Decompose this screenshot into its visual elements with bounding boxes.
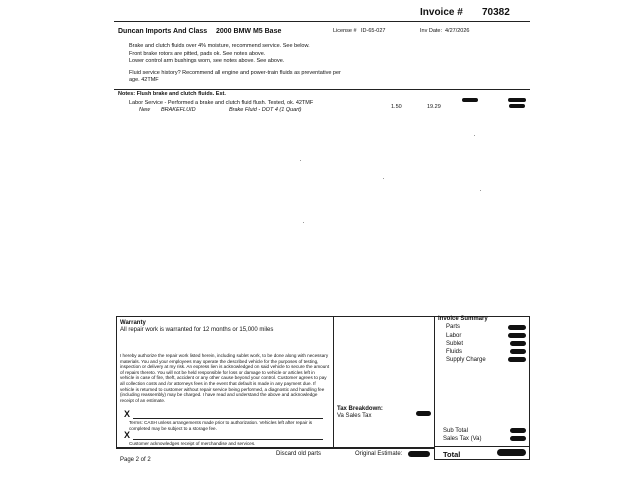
invoice-number: 70382 xyxy=(482,7,510,18)
part-description: Brake Fluid - DOT 4 (1 Quart) xyxy=(229,107,302,113)
job-title: Notes: Flush brake and clutch fluids. Est. xyxy=(118,91,226,97)
header-rule xyxy=(114,21,530,22)
summary-item: Sublet xyxy=(446,341,464,347)
job-rule xyxy=(114,89,530,90)
vehicle-name: 2000 BMW M5 Base xyxy=(216,28,282,35)
inv-date-label: Inv Date: xyxy=(420,28,443,34)
tax-box xyxy=(333,316,435,448)
signature-x-mark: X xyxy=(124,409,131,419)
redaction-mark xyxy=(462,98,478,102)
license-value: ID-65-027 xyxy=(361,28,386,34)
sales-tax-label: Sales Tax (Va) xyxy=(443,436,482,442)
discard-old-parts: Discard old parts xyxy=(276,451,322,457)
redaction-mark xyxy=(510,341,526,346)
summary-item: Supply Charge xyxy=(446,357,486,363)
redaction-mark xyxy=(508,98,526,102)
note-line: Brake and clutch fluids over 4% moisture, recommend service. See below. xyxy=(129,43,310,49)
summary-item: Fluids xyxy=(446,349,463,355)
scan-dot xyxy=(474,135,475,136)
note-line: Front brake rotors are pitted, pads ok. See notes above. xyxy=(129,51,266,57)
labor-line: Labor Service - Performed a brake and clutch fluid flush. Tested, ok. 42TMF xyxy=(129,100,314,106)
scan-dot xyxy=(383,178,384,179)
tax-title: Tax Breakdown: xyxy=(337,406,383,412)
redaction-mark xyxy=(508,325,526,330)
redaction-mark xyxy=(510,436,526,441)
signature-line[interactable] xyxy=(133,418,323,419)
redaction-mark xyxy=(509,104,525,108)
part-status: New xyxy=(139,107,151,113)
redaction-mark xyxy=(416,411,431,416)
scan-dot xyxy=(480,190,481,191)
authorization-text: I hereby authorize the repair work listed herein, including sublet work, to be done along with necessary materials. You and your employees may operate the described vehicle for the purposes of testing, inspection or delivery at my risk. An express lien is acknowledged on said vehicle to secure the amount of repairs thereto. You will not be held responsible for loss or damage to vehicle or articles left in vehicle in case of fire, theft, accident or any other cause beyond your control. Customer agrees to pay all collection costs and /or attorneys fees in the event that default is made in any payment due. If vehicle is returned to customer without repair service being performed, a diagnostic and handling fee (including reassembly) may be charged. I have read and understand the above and acknowledge receipt of an estimate. xyxy=(120,353,330,403)
note-line: Lower control arm bushings worn, see notes above. See above. xyxy=(129,58,285,64)
redaction-mark xyxy=(508,357,526,362)
original-estimate-label: Original Estimate: xyxy=(355,451,403,457)
footer-rule xyxy=(116,448,434,449)
inv-date: 4/27/2026 xyxy=(445,28,470,34)
warranty-title: Warranty xyxy=(120,320,146,326)
total-rule xyxy=(434,446,530,447)
summary-title: Invoice Summary xyxy=(438,316,488,322)
total-label: Total xyxy=(443,450,461,459)
summary-item: Parts xyxy=(446,324,461,330)
tax-line: Va Sales Tax xyxy=(337,413,372,419)
scan-dot xyxy=(303,222,304,223)
warranty-text: All repair work is warranted for 12 months or 15,000 miles xyxy=(120,327,274,333)
license-label: License # xyxy=(333,28,357,34)
redaction-mark xyxy=(408,451,430,457)
terms-text: Terms: CASH unless arrangements made prior to authorization. Vehicles left after repair is completed may be subject to a storage fee. xyxy=(129,420,313,431)
scan-dot xyxy=(300,160,301,161)
part-price: 19.29 xyxy=(427,104,441,110)
shop-name: Duncan Imports And Class xyxy=(118,28,208,35)
redaction-mark xyxy=(510,349,526,354)
receipt-x-mark: X xyxy=(124,430,131,440)
part-qty: 1.50 xyxy=(391,104,402,110)
receipt-signature-line[interactable] xyxy=(133,439,323,440)
redaction-mark xyxy=(510,428,526,433)
fluid-note: Fluid service history? Recommend all engine and power-train fluids as preventative per xyxy=(129,70,341,76)
summary-item: Labor xyxy=(446,333,462,339)
redaction-mark xyxy=(508,333,526,338)
invoice-number-label: Invoice # xyxy=(420,7,463,18)
fluid-note: age. 42TMF xyxy=(129,77,159,83)
subtotal-label: Sub Total xyxy=(443,428,468,434)
redaction-mark xyxy=(497,449,526,456)
receipt-text: Customer acknowledges receipt of merchandise and services. xyxy=(129,441,256,446)
page-number: Page 2 of 2 xyxy=(120,457,151,463)
part-code: BRAKEFLUID xyxy=(161,107,196,113)
